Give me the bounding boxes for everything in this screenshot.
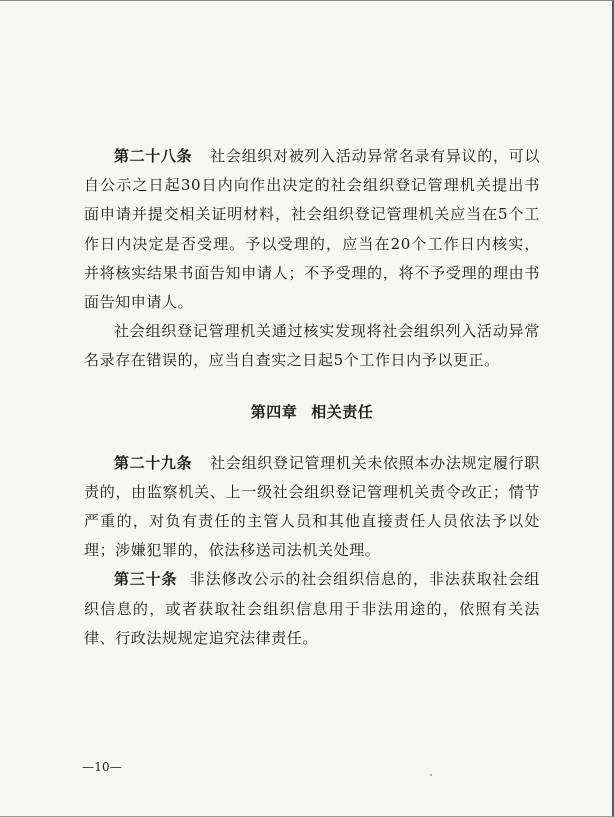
chapter-number: 第四章	[250, 402, 298, 421]
article-29-heading: 第二十九条	[114, 453, 193, 472]
article-30	[84, 565, 540, 653]
article-30-text: 非法修改公示的社会组织信息的，非法获取社会组织信息的，或者获取社会组织信息用于非法用途的，依照有关法律、行政法规规定追究法律责任。	[84, 570, 540, 647]
article-28-text: 社会组织对被列入活动异常名录有异议的，可以自公示之日起30日内向作出决定的社会组织登记管理机关提出书面申请并提交相关证明材料，社会组织登记管理机关应当在5个工作日内决定是否受理。予以受理的，应当在20个工作日内核实，并将核实结果书面告知申请人；不予受理的，将不予受理的理由书面告知申请人。	[84, 147, 540, 312]
document-body	[84, 142, 540, 653]
scan-speck	[430, 774, 432, 776]
chapter-title: 相关责任	[311, 402, 374, 421]
page-number: —10—	[82, 760, 123, 774]
article-28-heading: 第二十八条	[114, 147, 193, 165]
article-28-paragraph-2: 社会组织登记管理机关通过核实发现将社会组织列入活动异常名录存在错误的，应当自查实之日起5个工作日内予以更正。	[84, 322, 540, 370]
article-29-text: 社会组织登记管理机关未依照本办法规定履行职责的，由监察机关、上一级社会组织登记管理机关责令改正；情节严重的，对负有责任的主管人员和其他直接责任人员依法予以处理；涉嫌犯罪的，依法移送司法机关处理。	[84, 453, 540, 560]
chapter-heading	[84, 402, 540, 422]
article-29	[84, 449, 540, 566]
article-28	[84, 142, 540, 317]
article-30-heading: 第三十条	[114, 570, 178, 589]
